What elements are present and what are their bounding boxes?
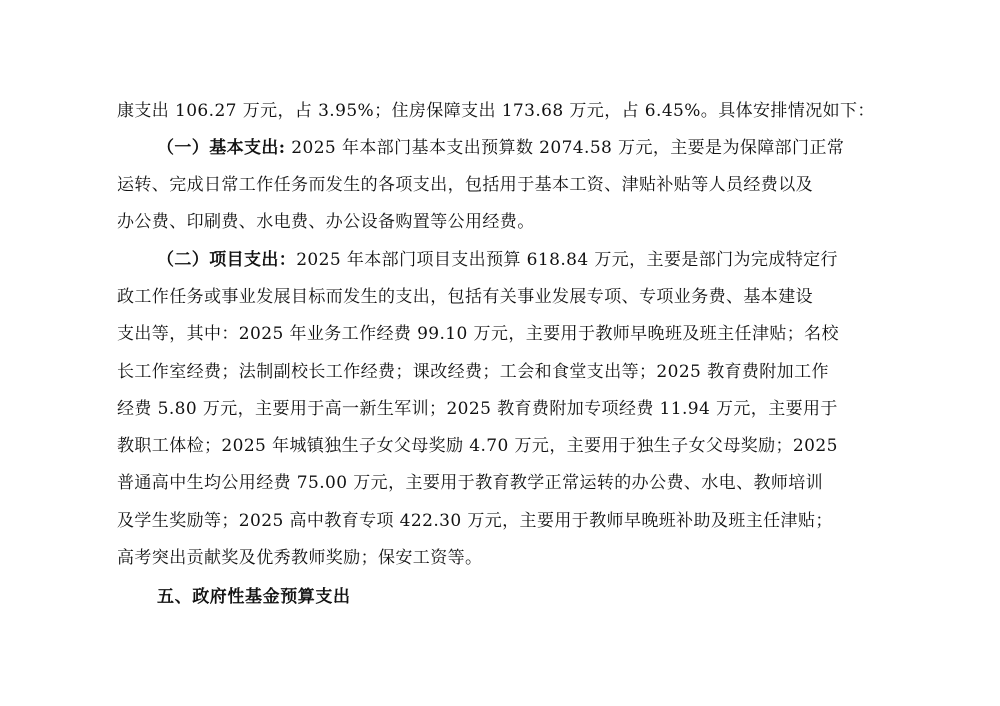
intro-tail-line: 康支出 106.27 万元，占 3.95%；住房保障支出 173.68 万元，占 6.45%。具体安排情况如下： [117,101,875,121]
project-expenditure-line-8: 及学生奖励等；2025 高中教育专项 422.30 万元，主要用于教师早晚班补助及班主任津贴； [117,511,833,531]
project-expenditure-line-9: 高考突出贡献奖及优秀教师奖励；保安工资等。 [117,548,483,568]
project-expenditure-text: 2025 年本部门项目支出预算 618.84 万元，主要是部门为完成特定行 [296,250,838,270]
project-expenditure-line-7: 普通高中生均公用经费 75.00 万元，主要用于教育教学正常运转的办公费、水电、教师培训 [117,473,824,493]
project-expenditure-label: （二）项目支出： [157,250,297,270]
project-expenditure-line-5: 经费 5.80 万元，主要用于高一新生军训；2025 教育费附加专项经费 11.94 万元，主要用于 [117,399,838,419]
section-heading: 五、政府性基金预算支出 [157,587,351,607]
basic-expenditure-line-2: 运转、完成日常工作任务而发生的各项支出，包括用于基本工资、津贴补贴等人员经费以及 [117,175,813,195]
project-expenditure-line-4: 长工作室经费；法制副校长工作经费；课改经费；工会和食堂支出等；2025 教育费附加工作 [117,362,829,382]
basic-expenditure-line-1 [157,137,844,159]
project-expenditure-line-3: 支出等，其中：2025 年业务工作经费 99.10 万元，主要用于教师早晚班及班主任津贴；名校 [117,324,839,344]
basic-expenditure-label: （一）基本支出: [157,138,286,158]
project-expenditure-line-6: 教职工体检；2025 年城镇独生子女父母奖励 4.70 万元，主要用于独生子女父母奖励；2025 [117,436,838,456]
basic-expenditure-line-3: 办公费、印刷费、水电费、办公设备购置等公用经费。 [117,212,535,232]
project-expenditure-line-1 [157,249,838,271]
project-expenditure-line-2: 政工作任务或事业发展目标而发生的支出，包括有关事业发展专项、专项业务费、基本建设 [117,287,813,307]
basic-expenditure-text: 2025 年本部门基本支出预算数 2074.58 万元，主要是为保障部门正常 [285,138,845,158]
